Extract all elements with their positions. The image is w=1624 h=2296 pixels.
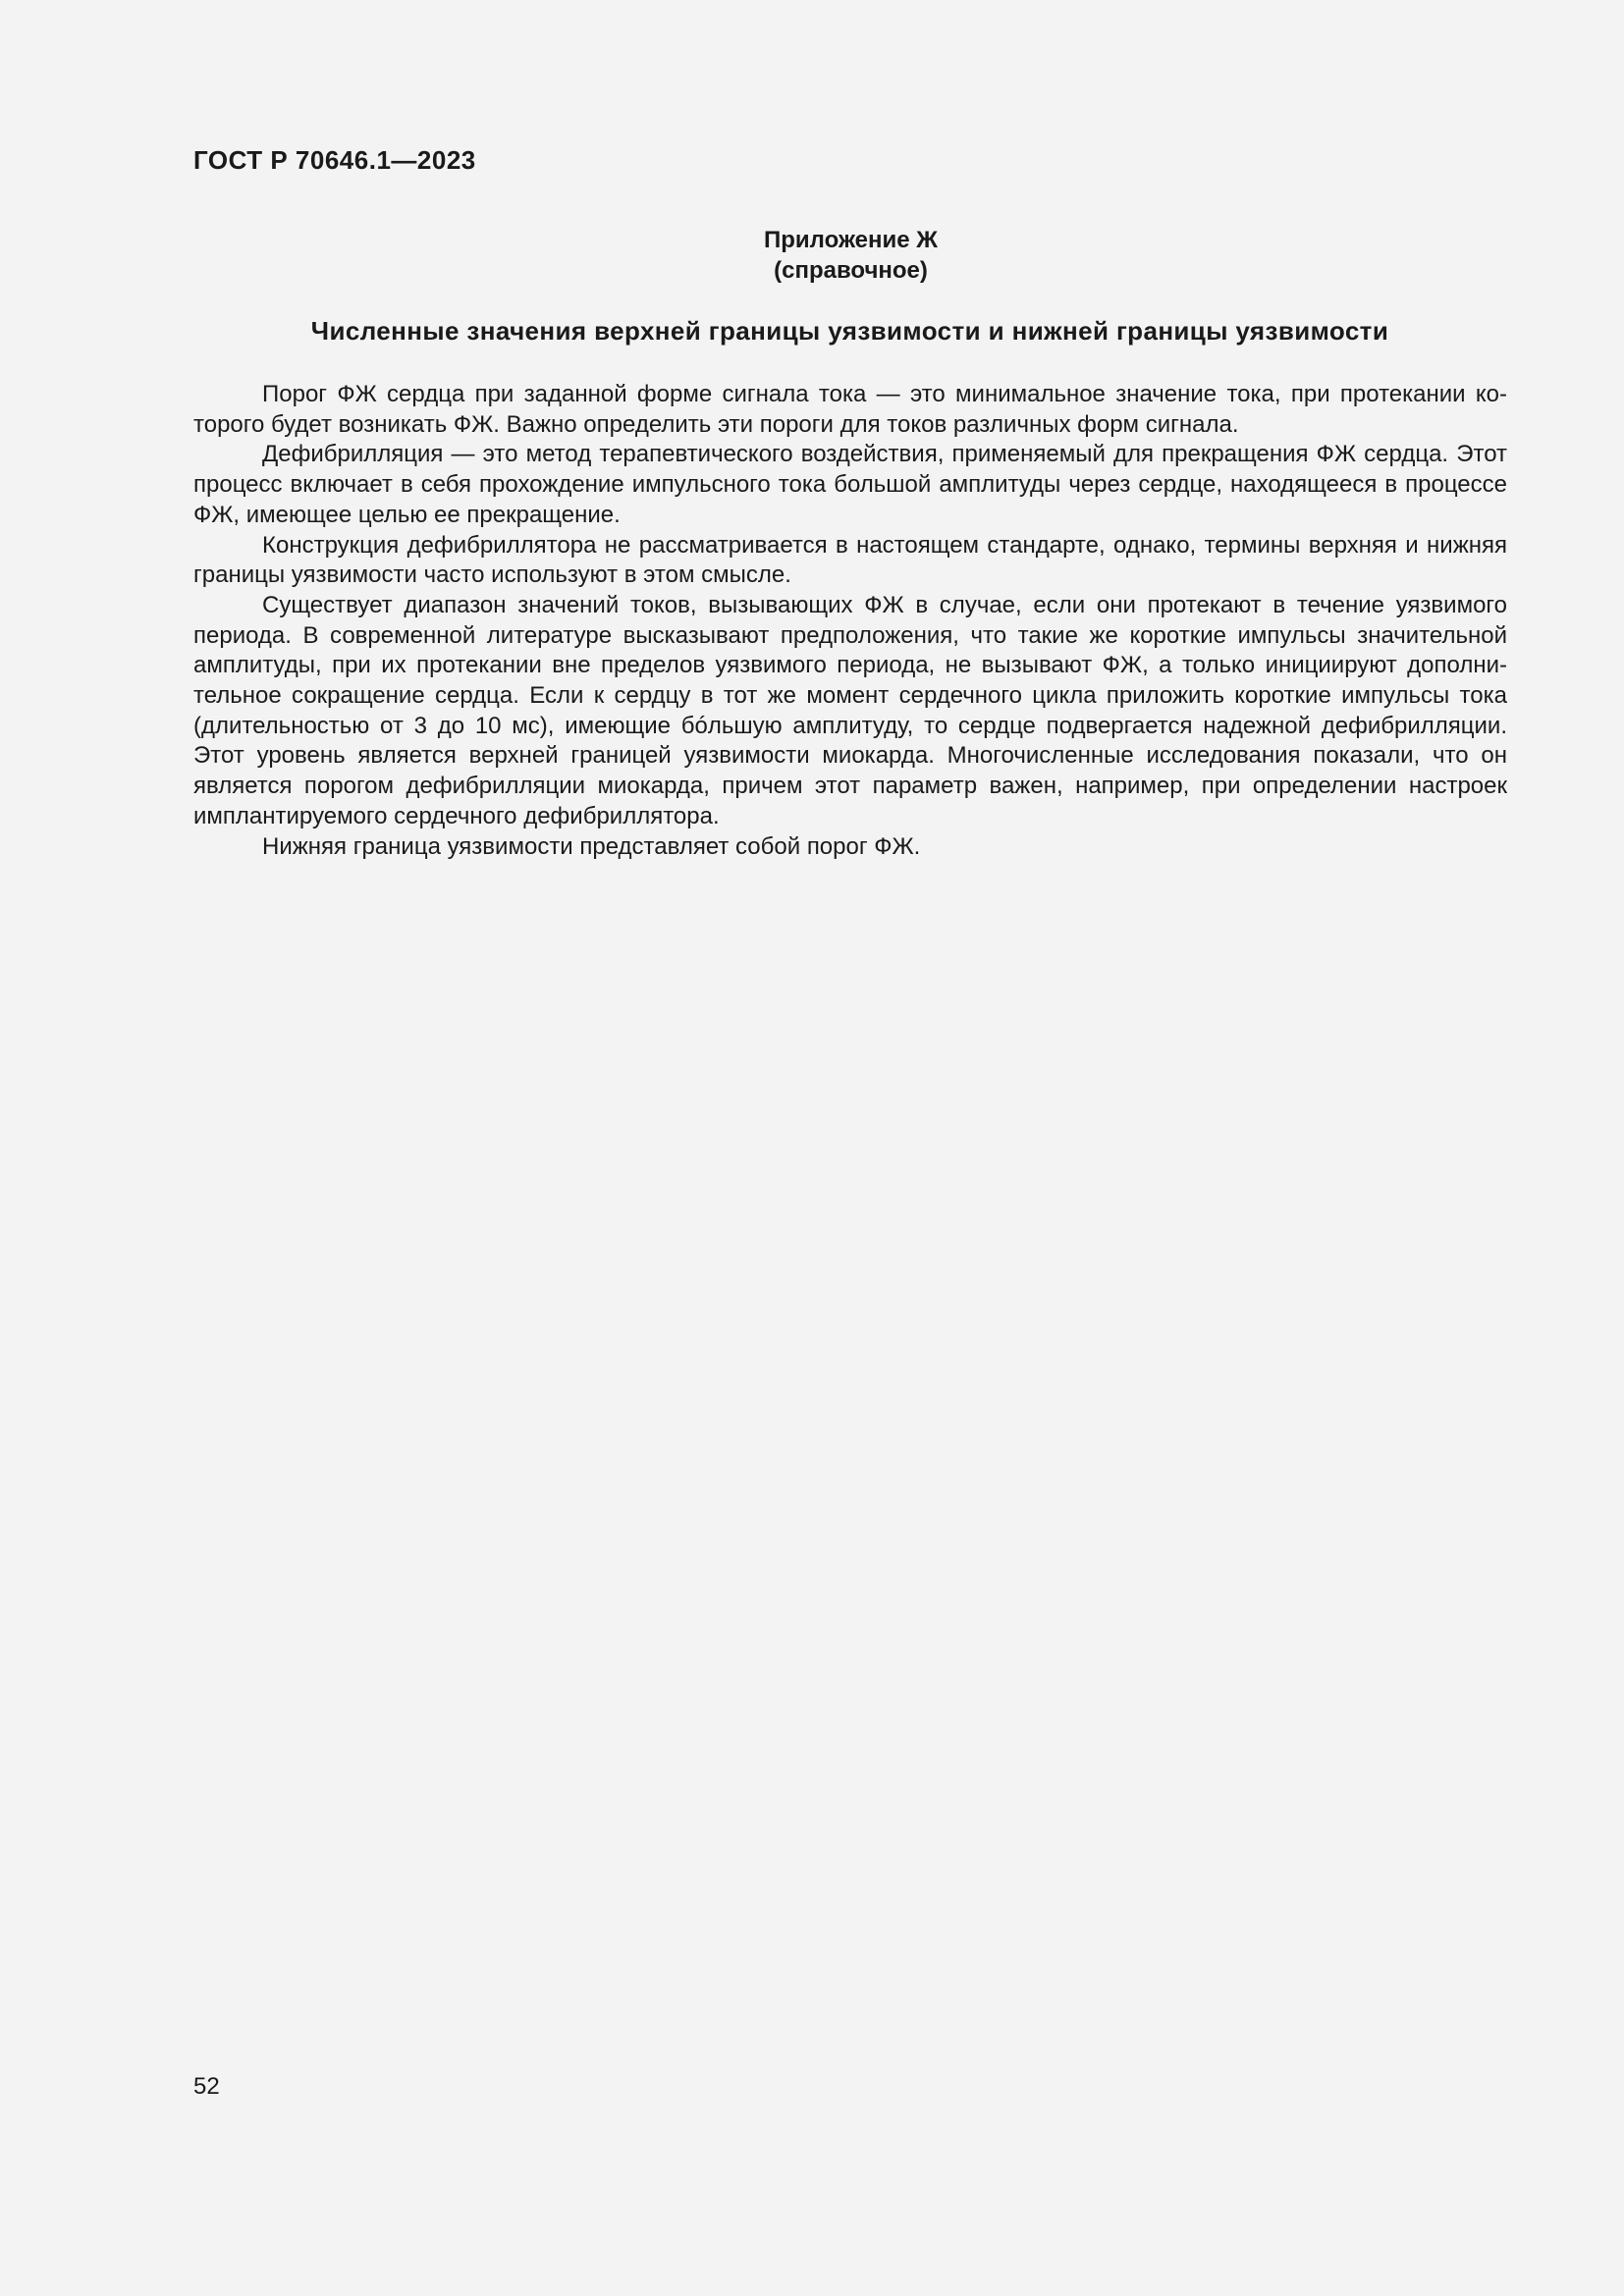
page-number: 52 (193, 2073, 220, 2100)
paragraph: Дефибрилляция — это метод терапевтического воздействия, применяемый для прекращения ФЖ сердца. Этот процесс включает в себя прохождение импульсного тока большой амплитуды через сердце, находящееся в процессе ФЖ, имеющее целью ее прекращение. (193, 441, 1507, 528)
paragraph: Нижняя граница уязвимости представляет собой порог ФЖ. (262, 832, 921, 860)
appendix-type: (справочное) (774, 257, 928, 284)
paragraph: Порог ФЖ сердца при заданной форме сигнала тока — это минимальное значение тока, при протекании которого будет возникать ФЖ. Важно определить эти пороги для токов различных форм сигнала. (193, 381, 1507, 438)
body-text (193, 380, 1507, 862)
section-title: Численные значения верхней границы уязвимости и нижней границы уязвимости (310, 316, 1389, 346)
appendix-title: Приложение Ж (764, 227, 938, 253)
standard-code: ГОСТ Р 70646.1—2023 (193, 145, 476, 175)
paragraph: Конструкция дефибриллятора не рассматривается в настоящем стандарте, однако, термины верхняя и нижняя границы уязвимости часто используют в этом смысле. (193, 531, 1507, 589)
paragraph: Существует диапазон значений токов, вызывающих ФЖ в случае, если они протекают в течение уязвимого периода. В современной литературе высказывают предположения, что такие же короткие импульсы значительной амплитуды, при их протекании вне пределов уязвимого периода, не вызывают ФЖ, а только инициируют дополнительное сокращение сердца. Если к сердцу в тот же момент сердечного цикла приложить короткие импульсы тока (длительностью от 3 до 10 мс), имеющие бóльшую амплитуду, то сердце подвергается надежной дефибрилляции. Этот уровень является верхней границей уязвимости миокарда. Многочисленные исследования показали, что он является порогом дефибрилляции миокарда, причем этот параметр важен, например, при определении настроек имплантируемого сердечного дефибриллятора. (193, 591, 1507, 829)
